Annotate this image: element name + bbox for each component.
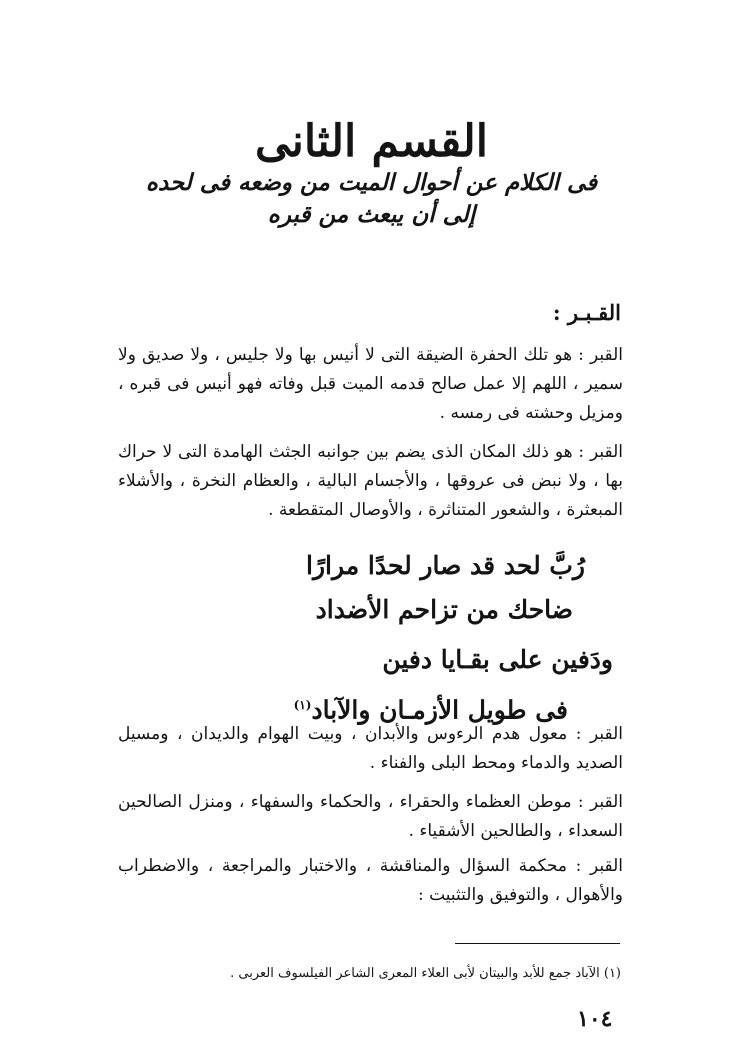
footnote-divider: [455, 943, 620, 944]
paragraph-4: القبر : موطن العظماء والحقراء ، والحكماء والسفهاء ، ومنزل الصالحين السعداء ، والطالحين الأشقياء .: [118, 792, 623, 841]
section-subtitle-line-1: فى الكلام عن أحوال الميت من وضعه فى لحده: [145, 169, 598, 196]
verse-line-4-text: فى طويل الأزمـان والآباد: [311, 695, 568, 725]
footnote-marker: (١): [293, 698, 312, 712]
section-title: القسم الثانى: [255, 116, 488, 167]
paragraph-5: القبر : محكمة السؤال والمناقشة ، والاختبار والمراجعة ، والاضطراب والأهوال ، والتوفيق والتثبيت :: [118, 856, 623, 905]
section-subtitle-line-2: إلى أن يبعث من قبره: [267, 201, 476, 228]
paragraph-2: القبر : هو ذلك المكان الذى يضم بين جوانبه الجثث الهامدة التى لا حراك بها ، ولا نبض فى عروقها ، والأجسام البالية ، والعظام النخرة ، والأشلاء المبعثرة ، والشعور المتناثرة ، والأوصال المتقطعة .: [118, 442, 623, 520]
verse-line-1: رُبَّ لحد قد صار لحدًا مرارًا: [306, 551, 585, 580]
topic-heading: القـبـر :: [552, 300, 621, 325]
paragraph-3: القبر : معول هدم الرءوس والأبدان ، وبيت الهوام والديدان ، ومسيل الصديد والدماء ومحط البلى والفناء .: [118, 724, 623, 773]
verse-line-3: ودَفين على بقـايا دفين: [382, 645, 613, 674]
verse-line-2: ضاحك من تزاحم الأضداد: [315, 595, 573, 624]
footnote: (١) الآباد جمع للأبد والبيتان لأبى العلاء المعرى الشاعر الفيلسوف العربى .: [230, 966, 621, 981]
paragraph-1: القبر : هو تلك الحفرة الضيقة التى لا أنيس بها ولا جليس ، ولا صديق ولا سمير ، اللهم إلا عمل صالح قدمه الميت قبل وفاته فهو أنيس فى قبره ، ومزيل وحشته فى رمسه .: [118, 345, 623, 423]
page-number: ١٠٤: [577, 1006, 613, 1032]
